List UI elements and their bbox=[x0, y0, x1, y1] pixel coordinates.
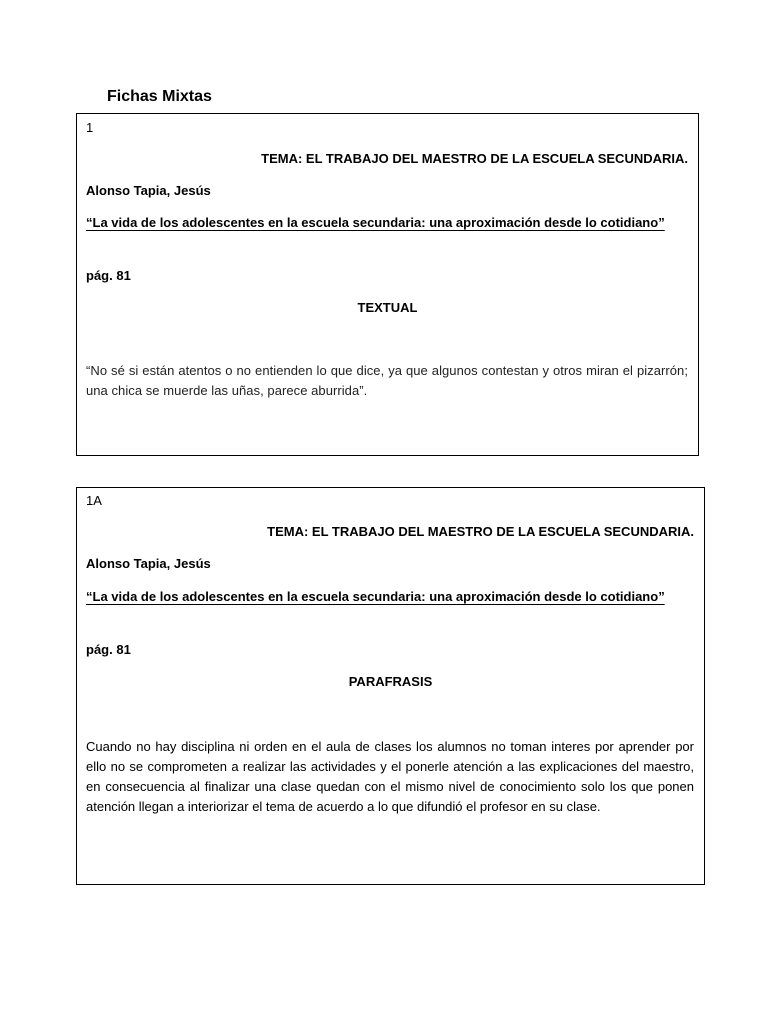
page-title: Fichas Mixtas bbox=[107, 88, 212, 105]
ficha-page: pág. 81 bbox=[86, 268, 131, 283]
ficha-book-title-text: “La vida de los adolescentes en la escuela secundaria: una aproximación desde lo cotidiano” bbox=[86, 589, 665, 604]
ficha-author: Alonso Tapia, Jesús bbox=[86, 183, 211, 198]
ficha-tema: TEMA: EL TRABAJO DEL MAESTRO DE LA ESCUELA SECUNDARIA. bbox=[267, 524, 694, 539]
ficha-card bbox=[76, 487, 705, 885]
ficha-book-title bbox=[86, 213, 678, 233]
ficha-body: Cuando no hay disciplina ni orden en el aula de clases los alumnos no toman interes por aprender por ello no se comprometen a realizar las actividades y el ponerle atención a las explicaciones del maestro, en consecuencia al finalizar una clase quedan con el mismo nivel de conocimiento solo los que ponen atención llegan a interiorizar el tema de acuerdo a lo que difundió el profesor en su clase. bbox=[86, 739, 694, 814]
ficha-kind: TEXTUAL bbox=[357, 300, 418, 315]
ficha-card bbox=[76, 113, 699, 456]
ficha-number: 1 bbox=[86, 120, 94, 135]
ficha-book-title bbox=[86, 587, 684, 607]
ficha-author: Alonso Tapia, Jesús bbox=[86, 556, 211, 571]
ficha-number: 1A bbox=[86, 493, 102, 508]
ficha-book-title-text: “La vida de los adolescentes en la escuela secundaria: una aproximación desde lo cotidiano” bbox=[86, 215, 665, 230]
ficha-kind: PARAFRASIS bbox=[348, 674, 433, 689]
ficha-page: pág. 81 bbox=[86, 642, 131, 657]
ficha-tema: TEMA: EL TRABAJO DEL MAESTRO DE LA ESCUELA SECUNDARIA. bbox=[261, 151, 688, 166]
ficha-body: “No sé si están atentos o no entienden lo que dice, ya que algunos contestan y otros miran el pizarrón; una chica se muerde las uñas, parece aburrida”. bbox=[86, 363, 688, 398]
